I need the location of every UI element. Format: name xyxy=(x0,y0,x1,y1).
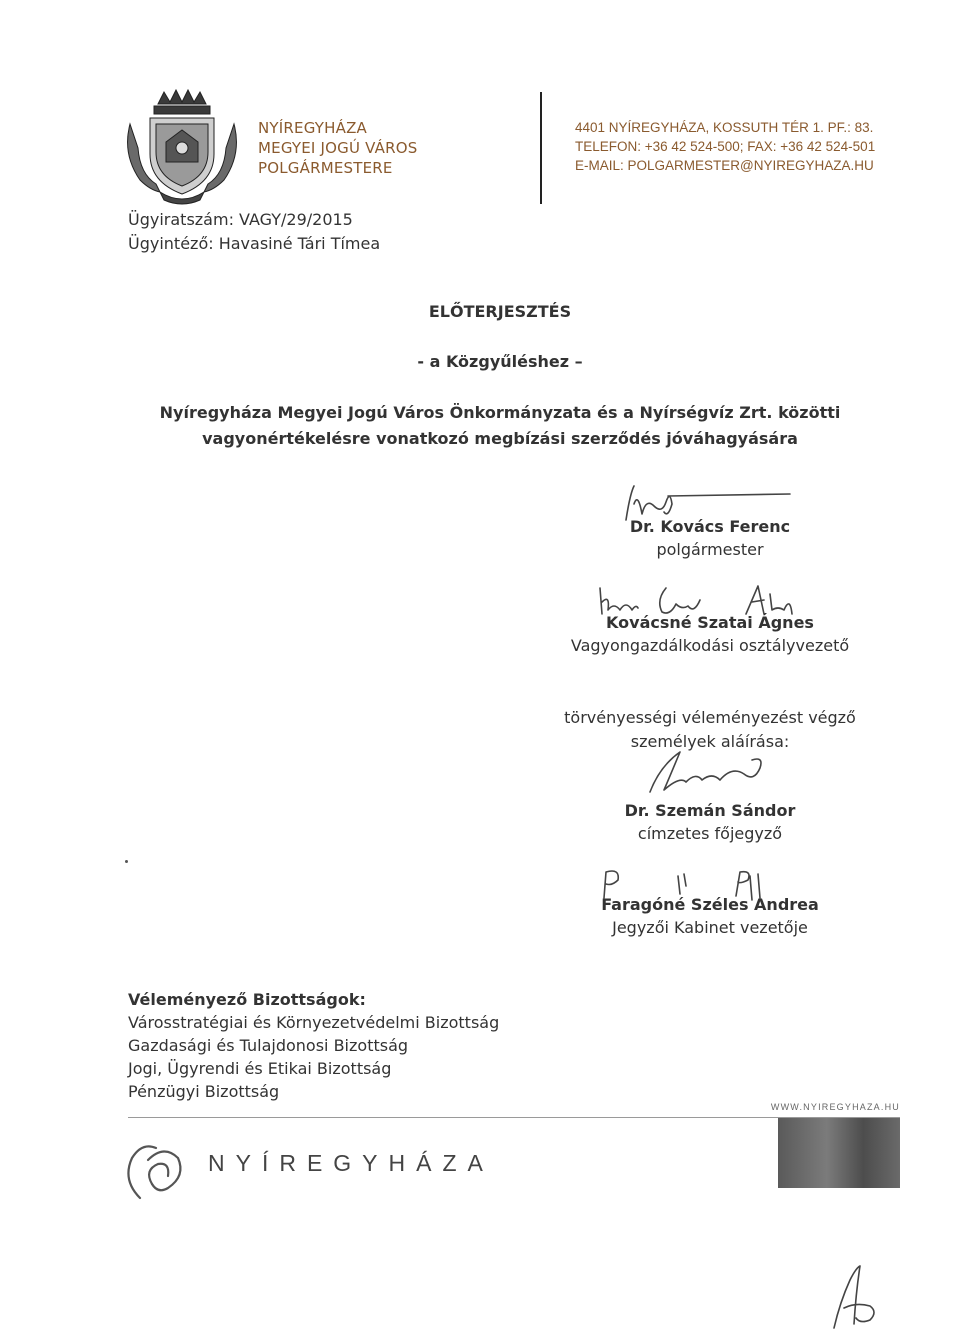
signatory-name: Dr. Kovács Ferenc xyxy=(629,517,791,536)
issuer-city: NYÍREGYHÁZA xyxy=(258,119,368,137)
signatory-3 xyxy=(520,800,900,846)
signatory-role: polgármester xyxy=(656,540,764,559)
signatory-name: Faragóné Széles Andrea xyxy=(601,895,819,914)
signatory-2 xyxy=(520,612,900,658)
address-line: 4401 NYÍREGYHÁZA, KOSSUTH TÉR 1. PF.: 83. xyxy=(575,120,874,135)
footer-website: WWW.NYIREGYHAZA.HU xyxy=(770,1102,900,1112)
signatory-4 xyxy=(520,894,900,940)
signatory-role: Vagyongazdálkodási osztályvezető xyxy=(570,636,850,655)
phone-line: TELEFON: +36 42 524-500; FAX: +36 42 524-501 xyxy=(575,139,876,154)
subject-line-1: Nyíregyháza Megyei Jogú Város Önkormányzata és a Nyírségvíz Zrt. közötti xyxy=(159,403,841,422)
chief-notary-signature xyxy=(640,746,800,796)
signatory-1 xyxy=(520,516,900,562)
city-wordmark: NYÍREGYHÁZA xyxy=(208,1150,494,1176)
issuer-block xyxy=(258,118,417,178)
committee-item: Jogi, Ügyrendi és Etikai Bizottság xyxy=(128,1059,392,1078)
signatory-role: címzetes főjegyző xyxy=(637,824,783,843)
subject-line-2: vagyonértékelésre vonatkozó megbízási szerződés jóváhagyására xyxy=(202,429,798,448)
legal-review-line-2: személyek aláírása: xyxy=(630,732,790,751)
committee-item: Gazdasági és Tulajdonosi Bizottság xyxy=(128,1036,409,1055)
committee-item: Pénzügyi Bizottság xyxy=(128,1082,280,1101)
committees-heading: Véleményező Bizottságok: xyxy=(128,990,366,1009)
reference-block xyxy=(128,208,380,256)
committee-item: Városstratégiai és Környezetvédelmi Bizottság xyxy=(128,1013,500,1032)
footer-graphic-block xyxy=(778,1118,900,1188)
issuer-status: MEGYEI JOGÚ VÁROS xyxy=(258,139,418,157)
document-subtitle: - a Közgyűléshez – xyxy=(417,352,583,371)
document-title: ELŐTERJESZTÉS xyxy=(428,302,572,321)
header-divider xyxy=(540,92,542,204)
contact-block xyxy=(575,118,875,175)
initials-mark xyxy=(826,1262,886,1332)
signatory-name: Kovácsné Szatai Ágnes xyxy=(606,613,814,632)
city-logo-icon xyxy=(118,1136,188,1206)
document-subject xyxy=(120,400,880,452)
city-coat-of-arms xyxy=(120,84,244,208)
coat-of-arms-icon xyxy=(120,84,244,208)
signatory-name: Dr. Szemán Sándor xyxy=(624,801,796,820)
signatory-role: Jegyzői Kabinet vezetője xyxy=(612,918,808,937)
legal-review-line-1: törvényességi véleményezést végző xyxy=(564,708,856,727)
case-number: Ügyiratszám: VAGY/29/2015 xyxy=(128,210,353,229)
reviewing-committees xyxy=(128,988,499,1103)
issuer-office: POLGÁRMESTERE xyxy=(258,159,393,177)
stray-mark xyxy=(125,860,128,863)
email-line: E-MAIL: POLGARMESTER@NYIREGYHAZA.HU xyxy=(575,158,874,173)
case-handler: Ügyintéző: Havasiné Tári Tímea xyxy=(128,234,381,253)
